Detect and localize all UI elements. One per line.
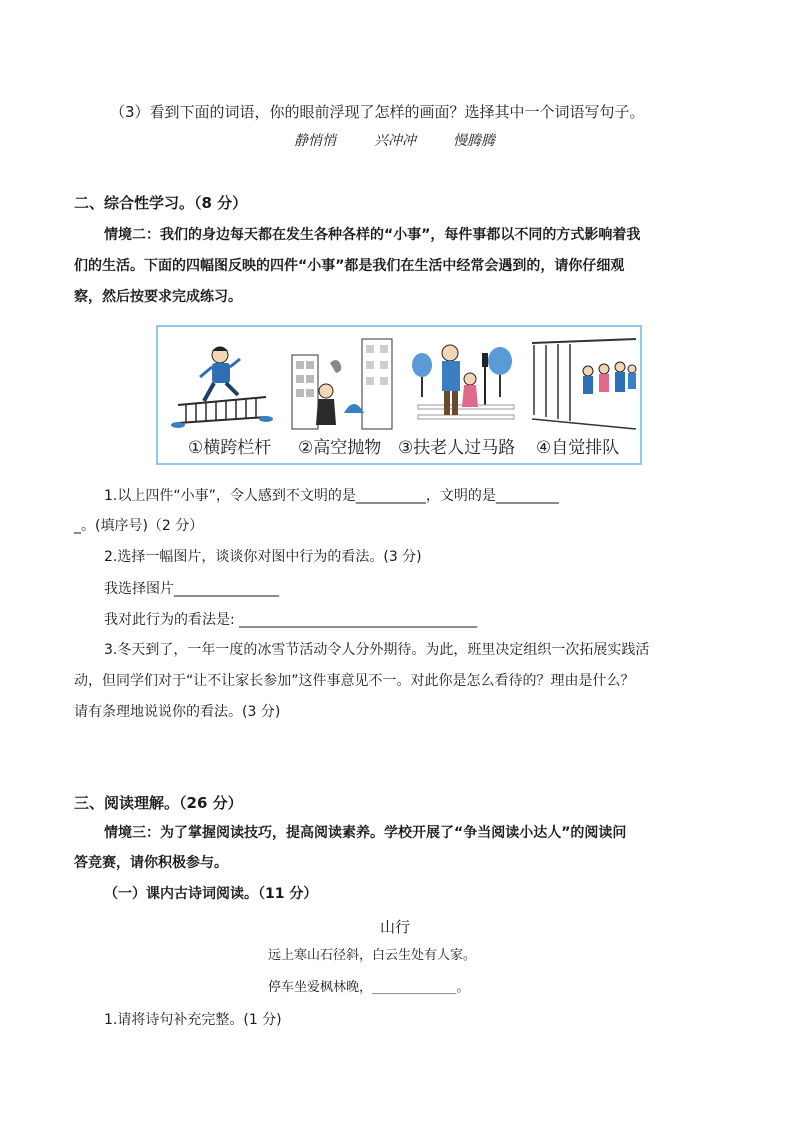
caption-4: ④自觉排队 bbox=[536, 438, 620, 458]
climbing-railing-picture bbox=[164, 335, 276, 431]
section-2-intro-line-3: 察，然后按要求完成练习。 bbox=[74, 289, 242, 305]
word-1: 静悄悄 bbox=[294, 133, 336, 149]
s2-question-2-view: 我对此行为的看法是: __________________________________ bbox=[104, 612, 478, 628]
section-2-intro-line-2: 们的生活。下面的四幅图反映的四件“小事”都是我们在生活中经常会遇到的，请你仔细观 bbox=[74, 258, 625, 274]
s2-question-2-choose: 我选择图片_______________ bbox=[104, 581, 279, 597]
caption-3: ③扶老人过马路 bbox=[398, 438, 516, 458]
word-3: 慢腾腾 bbox=[453, 133, 495, 149]
queueing-picture bbox=[528, 335, 640, 431]
s2-question-2: 2.选择一幅图片，谈谈你对图中行为的看法。(3 分) bbox=[104, 549, 422, 565]
section-2-intro-line-1: 情境二：我们的身边每天都在发生各种各样的“小事”，每件事都以不同的方式影响着我 bbox=[104, 227, 641, 243]
four-events-illustration bbox=[156, 325, 642, 465]
s3-question-1: 1.请将诗句补充完整。(1 分) bbox=[104, 1012, 282, 1028]
question-3: （3）看到下面的词语，你的眼前浮现了怎样的画面？选择其中一个词语写句子。 bbox=[110, 103, 645, 121]
poem-line-2: 停车坐爱枫林晚，_____________。 bbox=[268, 980, 470, 995]
word-2: 兴冲冲 bbox=[374, 133, 416, 149]
poem-line-1: 远上寒山石径斜，白云生处有人家。 bbox=[268, 948, 477, 963]
section-3-heading: 三、阅读理解。（26 分） bbox=[74, 794, 243, 812]
section-3-intro-line-2: 答竞赛，请你积极参与。 bbox=[74, 855, 228, 871]
s2-question-3-line-1: 3.冬天到了，一年一度的冰雪节活动令人分外期待。为此，班里决定组织一次拓展实践活 bbox=[104, 642, 650, 658]
caption-1: ①横跨栏杆 bbox=[188, 438, 272, 458]
s2-question-1-line-1: 1.以上四件“小事”，令人感到不文明的是__________，文明的是_________ bbox=[104, 488, 559, 504]
helping-elderly-picture bbox=[408, 335, 520, 431]
caption-2: ②高空抛物 bbox=[298, 438, 382, 458]
s2-question-3-line-2: 动，但同学们对于“让不让家长参加”这件事意见不一。对此你是怎么看待的？理由是什么？ bbox=[74, 673, 635, 689]
s2-question-1-line-2: _。(填序号)（2 分） bbox=[74, 518, 204, 534]
poem-title: 山行 bbox=[380, 918, 411, 936]
section-3-intro-line-1: 情境三：为了掌握阅读技巧，提高阅读素养。学校开展了“争当阅读小达人”的阅读问 bbox=[104, 825, 627, 841]
subsection-1-heading: （一）课内古诗词阅读。（11 分） bbox=[104, 886, 318, 902]
s2-question-3-line-3: 请有条理地说说你的看法。(3 分) bbox=[74, 704, 281, 720]
throwing-objects-picture bbox=[286, 335, 398, 431]
section-2-heading: 二、综合性学习。（8 分） bbox=[74, 194, 248, 212]
